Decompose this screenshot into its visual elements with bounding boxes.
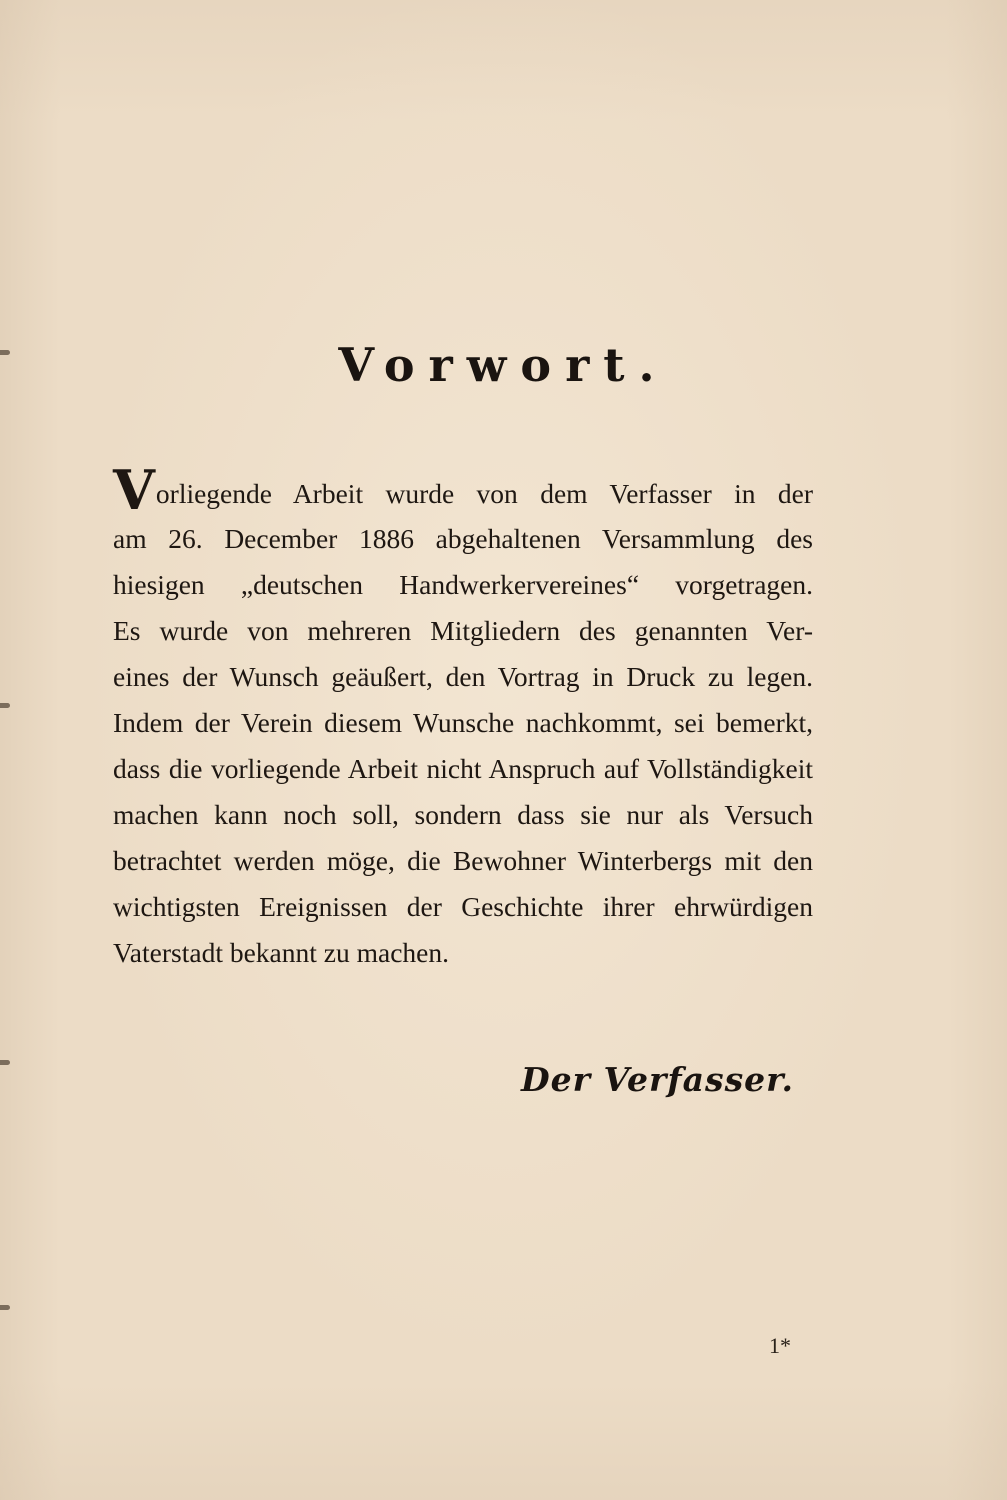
- preface-text: [113, 458, 813, 976]
- text-line: Indem der Verein diesem Wunsche nachkommt, sei bemerkt,: [113, 707, 813, 738]
- text-line: Vaterstadt bekannt zu machen.: [113, 937, 449, 968]
- text-line: eines der Wunsch geäußert, den Vortrag in Druck zu legen.: [113, 661, 813, 692]
- text-line: wichtigsten Ereignissen der Geschichte ihrer ehrwürdigen: [113, 891, 813, 922]
- text-line-content: orliegende Arbeit wurde von dem Verfasser in der: [155, 478, 813, 509]
- text-line: dass die vorliegende Arbeit nicht Anspruch auf Vollständigkeit: [113, 753, 813, 784]
- text-line: Es wurde von mehreren Mitgliedern des genannten Ver-: [113, 615, 813, 646]
- binding-mark: [0, 703, 10, 708]
- text-line: machen kann noch soll, sondern dass sie nur als Versuch: [113, 799, 813, 830]
- text-line: betrachtet werden möge, die Bewohner Winterbergs mit den: [113, 845, 813, 876]
- author-signature: Der Verfasser.: [520, 1060, 794, 1099]
- binding-mark: [0, 1060, 10, 1065]
- text-line: am 26. December 1886 abgehaltenen Versammlung des: [113, 523, 813, 554]
- page-title: Vorwort.: [338, 338, 669, 392]
- text-line: [113, 458, 813, 522]
- page-number: 1*: [769, 1333, 791, 1358]
- text-line: hiesigen „deutschen Handwerkervereines“ vorgetragen.: [113, 569, 813, 600]
- drop-cap: V: [113, 458, 155, 522]
- binding-mark: [0, 1305, 10, 1310]
